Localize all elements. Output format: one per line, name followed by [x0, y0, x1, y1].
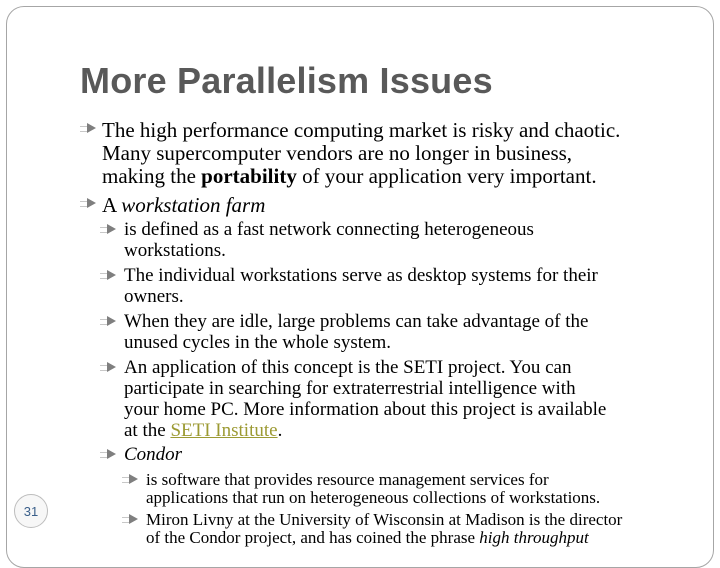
bullet-arrow-icon — [129, 474, 138, 484]
bullet-arrow-icon — [87, 198, 96, 208]
bold-term: portability — [201, 164, 297, 188]
italic-term: Condor — [124, 444, 183, 465]
sub-bullet-text: unused cycles in the whole system. — [124, 332, 392, 353]
sub-sub-bullet-text: is software that provides resource management services for — [146, 470, 549, 489]
sub-bullet-text — [124, 444, 182, 466]
bullet-text: A workstation farm — [102, 193, 266, 217]
sub-sub-bullet-text: applications that run on heterogeneous collections of workstations. — [146, 488, 601, 507]
seti-institute-link[interactable]: SETI Institute — [170, 420, 278, 441]
sub-bullet-text: When they are idle, large problems can take advantage of the — [124, 311, 589, 332]
bullet-text: Many supercomputer vendors are no longer in business, — [102, 141, 573, 165]
bullet-text: The high performance computing market is risky and chaotic. — [102, 118, 621, 142]
bullet-arrow-icon — [107, 449, 116, 459]
bullet-text: making the portability of your application very important. — [102, 164, 597, 188]
bullet-arrow-icon — [107, 316, 116, 326]
page-number-badge: 31 — [14, 494, 48, 528]
sub-bullet-text: participate in searching for extraterrestrial intelligence with — [124, 378, 576, 399]
sub-bullet-text: owners. — [124, 286, 184, 307]
sub-bullet-text: is defined as a fast network connecting heterogeneous — [124, 219, 534, 240]
bullet-arrow-icon — [107, 362, 116, 372]
sub-bullet-text: workstations. — [124, 240, 226, 261]
sub-bullet-text: An application of this concept is the SETI project. You can — [124, 357, 572, 378]
bullet-arrow-icon — [107, 224, 116, 234]
italic-term: workstation farm — [121, 193, 266, 217]
slide-title: More Parallelism Issues — [80, 60, 493, 101]
bullet-arrow-icon — [87, 123, 96, 133]
bullet-arrow-icon — [107, 270, 116, 280]
bullet-arrow-icon — [129, 514, 138, 524]
sub-bullet-text: your home PC. More information about this project is available — [124, 399, 607, 420]
sub-sub-bullet-text: Miron Livny at the University of Wisconsin at Madison is the director — [146, 510, 623, 529]
sub-sub-bullet-text: of the Condor project, and has coined the phrase high throughput — [146, 528, 589, 547]
sub-bullet-text: The individual workstations serve as desktop systems for their — [124, 265, 598, 286]
sub-bullet-text: at the SETI Institute. — [124, 420, 283, 441]
